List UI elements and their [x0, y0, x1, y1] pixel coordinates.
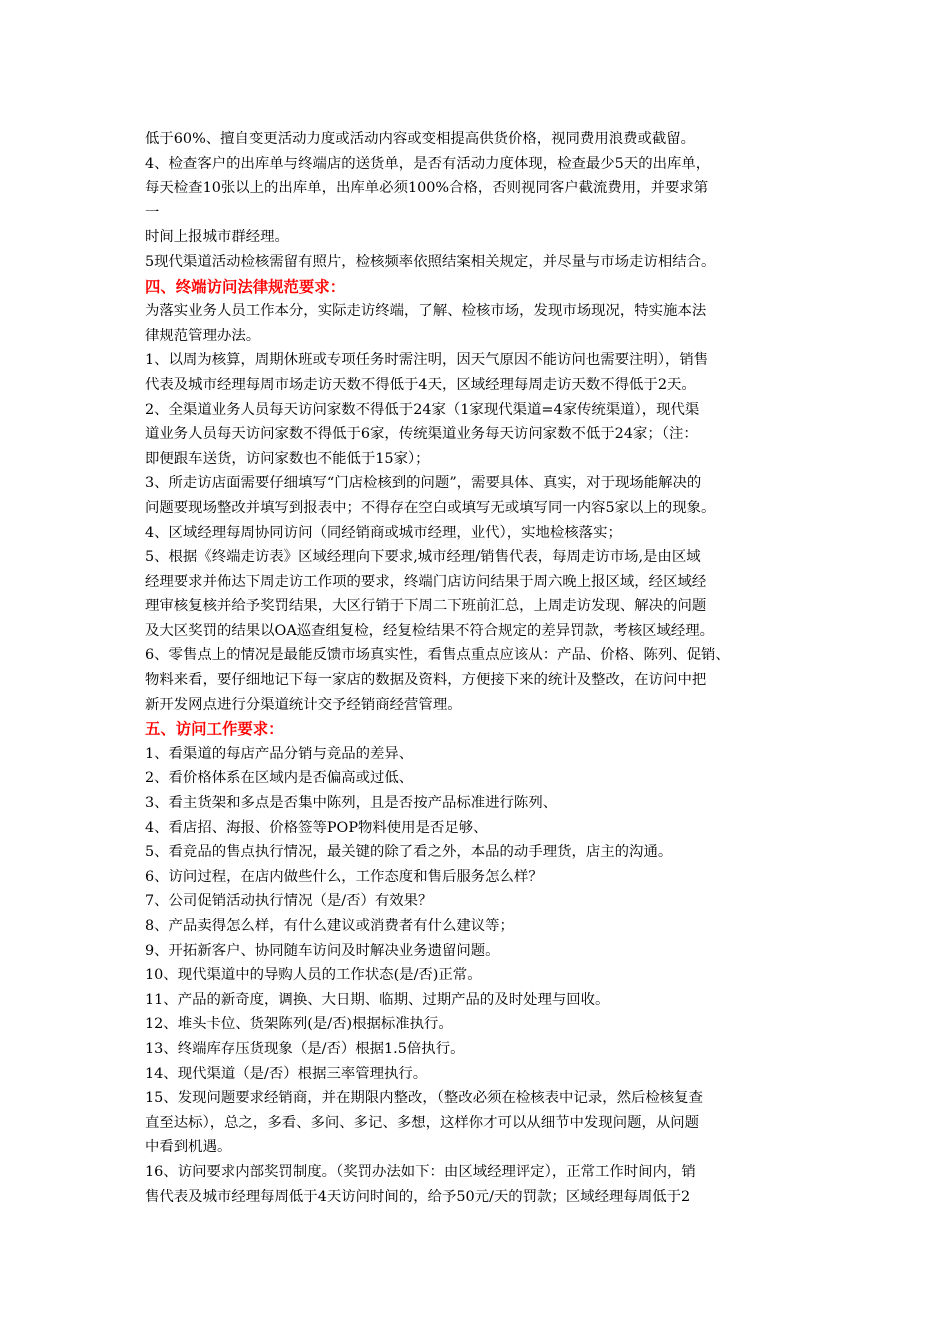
text-line: 12、堆头卡位、货架陈列(是/否)根据标准执行。: [145, 1016, 453, 1033]
text-line: 一: [145, 204, 160, 221]
text-line: 直至达标），总之，多看、多问、多记、多想，这样你才可以从细节中发现问题，从问题: [145, 1114, 700, 1131]
text-line: 1、以周为核算，周期休班或专项任务时需注明，因天气原因不能访问也需要注明），销售: [145, 352, 709, 369]
text-line: 每天检查10张以上的出库单，出库单必须100%合格，否则视同客户截流费用，并要求第: [145, 180, 709, 197]
text-line: 中看到机遇。: [145, 1139, 232, 1156]
text-line: 新开发网点进行分渠道统计交予经销商经营管理。: [145, 696, 462, 713]
text-line: 物料来看，要仔细地记下每一家店的数据及资料，方便接下来的统计及整改，在访问中把: [145, 672, 707, 689]
section-heading: 五、访问工作要求：: [145, 720, 284, 739]
text-line: 问题要现场整改并填写到报表中；不得存在空白或填写无或填写同一内容5家以上的现象。: [145, 499, 716, 516]
text-line: 经理要求并佈达下周走访工作项的要求，终端门店访问结果于周六晚上报区域，经区域经: [145, 573, 707, 590]
text-line: 及大区奖罚的结果以OA巡查组复检，经复检结果不符合规定的差异罚款，考核区域经理。: [145, 622, 715, 639]
text-line: 13、终端库存压货现象（是/否）根据1.5倍执行。: [145, 1040, 465, 1057]
text-line: 低于60%、擅自变更活动力度或活动内容或变相提高供货价格，视同费用浪费或截留。: [145, 131, 696, 147]
text-line: 3、所走访店面需要仔细填写“门店检核到的问题”，需要具体、真实，对于现场能解决的: [145, 475, 702, 492]
text-line: 5、看竞品的售点执行情况，最关键的除了看之外，本品的动手理货，店主的沟通。: [145, 844, 673, 861]
text-line: 4、区域经理每周协同访问（同经销商或城市经理，业代），实地检核落实；: [145, 524, 622, 541]
text-line: 11、产品的新奇度，调换、大日期、临期、过期产品的及时处理与回收。: [145, 991, 610, 1008]
text-line: 3、看主货架和多点是否集中陈列，且是否按产品标准进行陈列、: [145, 795, 558, 812]
text-line: 6、访问过程，在店内做些什么，工作态度和售后服务怎么样？: [145, 868, 543, 885]
text-line: 6、零售点上的情况是最能反馈市场真实性，看售点重点应该从：产品、价格、陈列、促销、: [145, 647, 730, 664]
text-line: 8、产品卖得怎么样，有什么建议或消费者有什么建议等；: [145, 918, 514, 934]
text-line: 2、全渠道业务人员每天访问家数不得低于24家（1家现代渠道=4家传统渠道），现代渠: [145, 401, 700, 418]
text-line: 14、现代渠道（是/否）根据三率管理执行。: [145, 1065, 428, 1082]
text-line: 2、看价格体系在区域内是否偏高或过低、: [145, 770, 414, 787]
text-line: 16、访问要求内部奖罚制度。（奖罚办法如下：由区域经理评定），正常工作时间内，销: [145, 1163, 696, 1180]
text-line: 售代表及城市经理每周低于4天访问时间的，给予50元/天的罚款；区域经理每周低于2: [145, 1188, 691, 1205]
text-line: 为落实业务人员工作本分，实际走访终端，了解、检核市场，发现市场现况，特实施本法: [145, 303, 707, 320]
text-line: 道业务人员每天访问家数不得低于6家，传统渠道业务每天访问家数不低于24家；（注：: [145, 426, 698, 443]
document-body: [145, 127, 813, 1209]
text-line: 4、检查客户的出库单与终端店的送货单，是否有活动力度体现，检查最少5天的出库单，: [145, 155, 711, 172]
text-line: 5现代渠道活动检核需留有照片，检核频率依照结案相关规定，并尽量与市场走访相结合。: [145, 253, 716, 270]
text-line: 7、公司促销活动执行情况（是/否）有效果？: [145, 893, 433, 910]
section-heading: 四、终端访问法律规范要求：: [145, 277, 346, 296]
text-line: 4、看店招、海报、价格签等POP物料使用是否足够、: [145, 819, 488, 836]
text-line: 代表及城市经理每周市场走访天数不得低于4天，区域经理每周走访天数不得低于2天。: [145, 376, 696, 393]
text-line: 理审核复核并给予奖罚结果，大区行销于下周二下班前汇总，上周走访发现、解决的问题: [145, 598, 707, 615]
text-line: 15、发现问题要求经销商，并在期限内整改，（整改必须在检核表中记录，然后检核复查: [145, 1090, 703, 1107]
text-line: 10、现代渠道中的导购人员的工作状态(是/否)正常。: [145, 967, 482, 984]
text-line: 时间上报城市群经理。: [145, 229, 289, 246]
text-line: 5、根据《终端走访表》区域经理向下要求,城市经理/销售代表，每周走访市场,是由区域: [145, 549, 701, 566]
text-line: 律规范管理办法。: [145, 327, 261, 344]
text-line: 即便跟车送货，访问家数也不能低于15家）；: [145, 450, 430, 467]
text-line: 9、开拓新客户、协同随车访问及时解决业务遗留问题。: [145, 942, 500, 959]
text-line: 1、看渠道的每店产品分销与竞品的差异、: [145, 745, 414, 762]
